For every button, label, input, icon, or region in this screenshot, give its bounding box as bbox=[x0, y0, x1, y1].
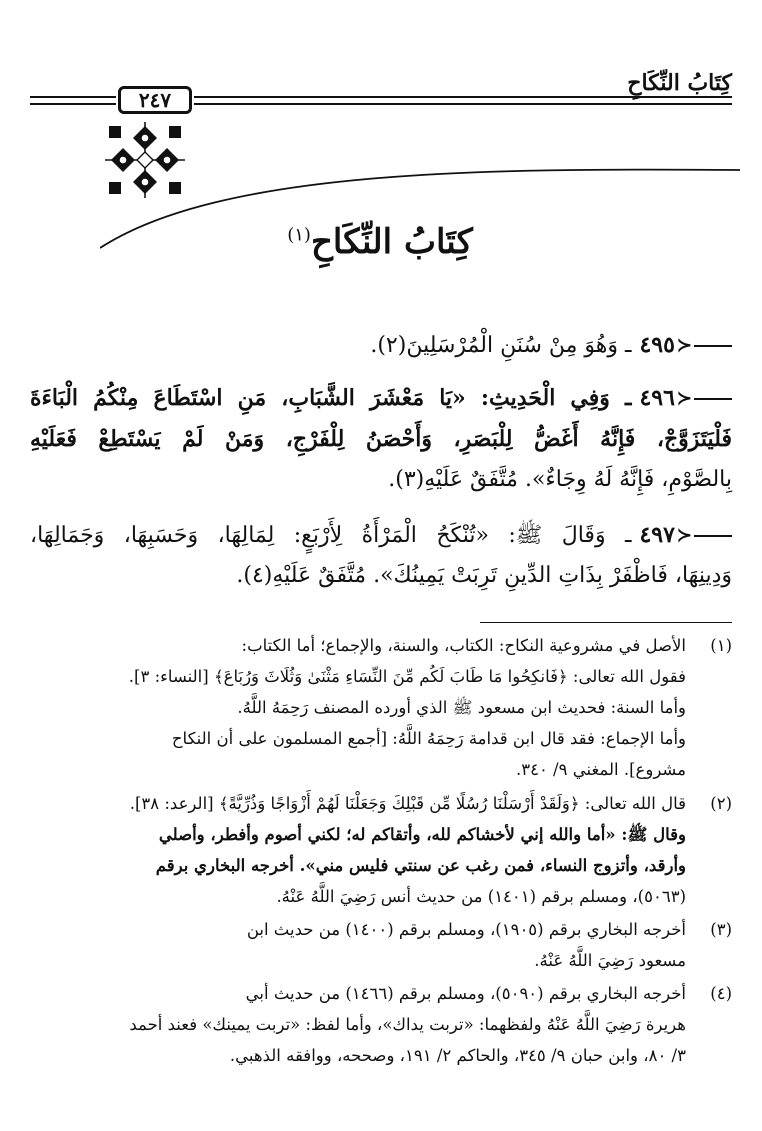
footnote-line: مسعود رَضِيَ اللَّهُ عَنْهُ. bbox=[534, 951, 686, 970]
page-number-box bbox=[118, 86, 192, 114]
hadith-line: وَدِينِهَا، فَاظْفَرْ بِذَاتِ الدِّينِ تَرِبَتْ يَمِينُكَ». مُتَّفَقٌ عَلَيْهِ(٤). bbox=[236, 563, 732, 588]
header-rule-left-top bbox=[30, 96, 116, 98]
footnote-3 bbox=[30, 914, 732, 976]
page-number: ٢٤٧ bbox=[138, 88, 172, 112]
footnote-line: أخرجه البخاري برقم (٥٠٩٠)، ومسلم برقم (١٤٦٦) من حديث أبي bbox=[245, 984, 686, 1003]
footnote-line: وأما الإجماع: فقد قال ابن قدامة رَحِمَهُ اللَّهُ: [أجمع المسلمون على أن النكاح bbox=[171, 729, 686, 748]
footnote-number: (٢) bbox=[710, 794, 732, 813]
chapter-title-text: كِتَابُ النِّكَاحِ bbox=[310, 222, 473, 262]
footnote-line: قال الله تعالى: ﴿وَلَقَدْ أَرْسَلْنَا رُسُلًا مِّن قَبْلِكَ وَجَعَلْنَا لَهُمْ أَزْوَاجًا وَذُرِّيَّةً﴾ [الرعد: ٣٨]. bbox=[129, 794, 686, 813]
header-rule-right-bottom bbox=[194, 103, 732, 105]
running-header-title: كِتَابُ النِّكَاحِ bbox=[627, 70, 732, 96]
footnote-number: (١) bbox=[710, 636, 732, 655]
chapter-title bbox=[180, 222, 580, 262]
hadith-line: ـ وَقَالَ ﷺ: «تُنْكَحُ الْمَرْأَةُ لِأَرْبَعٍ: لِمَالِهَا، وَحَسَبِهَا، وَجَمَالِهَا، bbox=[30, 523, 632, 548]
footnote-line: (٥٠٦٣)، ومسلم برقم (١٤٠١) من حديث أنس رَضِيَ اللَّهُ عَنْهُ. bbox=[276, 887, 686, 906]
chapter-title-footnote-ref: (١) bbox=[287, 224, 311, 246]
hadith-line: ـ وَفِي الْحَدِيثِ: «يَا مَعْشَرَ الشَّبَابِ، مَنِ اسْتَطَاعَ مِنْكُمُ الْبَاءَةَ bbox=[30, 385, 632, 411]
header-rule-right-top bbox=[194, 96, 732, 98]
hadith-line: فَلْيَتَزَوَّجْ، فَإِنَّهُ أَغَضُّ لِلْبَصَرِ، وَأَحْصَنُ لِلْفَرْجِ، وَمَنْ لَمْ يَسْتَطِعْ فَعَلَيْهِ bbox=[30, 426, 732, 452]
footnote-line: ٣/ ٨٠، وابن حبان ٩/ ٣٤٥، والحاكم ٢/ ١٩١، وصححه، ووافقه الذهبي. bbox=[229, 1046, 686, 1065]
hadith-marker: ٤٩٧ ≻ bbox=[639, 515, 732, 556]
footnote-line: فقول الله تعالى: ﴿فَانكِحُوا مَا طَابَ لَكُم مِّنَ النِّسَاءِ مَثْنَىٰ وَثُلَاثَ وَرُبَاعَ﴾ [النساء: ٣]. bbox=[128, 667, 686, 686]
footnote-number: (٣) bbox=[710, 920, 732, 939]
footnote-line: وقال ﷺ: «أما والله إني لأخشاكم لله، وأتقاكم له؛ لكني أصوم وأفطر، وأصلي bbox=[158, 825, 686, 844]
hadith-line: بِالصَّوْمِ، فَإِنَّهُ لَهُ وِجَاءٌ». مُتَّفَقٌ عَلَيْهِ(٣). bbox=[388, 467, 732, 492]
footnote-line: وأما السنة: فحديث ابن مسعود ﷺ الذي أورده المصنف رَحِمَهُ اللَّهُ. bbox=[237, 698, 686, 717]
hadith-497 bbox=[30, 515, 732, 596]
footnote-line: أخرجه البخاري برقم (١٩٠٥)، ومسلم برقم (١٤٠٠) من حديث ابن bbox=[246, 920, 686, 939]
footnote-line: وأرقد، وأتزوج النساء، فمن رغب عن سنتي فليس مني». أخرجه البخاري برقم bbox=[155, 856, 686, 875]
footnote-separator bbox=[480, 622, 732, 623]
hadith-line: ـ وَهُوَ مِنْ سُنَنِ الْمُرْسَلِينَ(٢). bbox=[370, 333, 632, 358]
footnote-2 bbox=[30, 788, 732, 912]
footnote-line: الأصل في مشروعية النكاح: الكتاب، والسنة، والإجماع؛ أما الكتاب: bbox=[241, 636, 686, 655]
footnote-4 bbox=[30, 978, 732, 1071]
footnote-line: مشروع]. المغني ٩/ ٣٤٠. bbox=[515, 760, 686, 779]
hadith-marker: ٤٩٥ ≻ bbox=[639, 325, 732, 366]
hadith-marker: ٤٩٦ ≻ bbox=[639, 378, 732, 419]
footnote-1 bbox=[30, 630, 732, 785]
hadith-495 bbox=[30, 325, 732, 366]
footnote-number: (٤) bbox=[710, 984, 732, 1003]
hadith-496 bbox=[30, 378, 732, 500]
footnote-line: هريرة رَضِيَ اللَّهُ عَنْهُ ولفظهما: «تربت يداك»، وأما لفظ: «تربت يمينك» فعند أحمد bbox=[129, 1015, 686, 1034]
header-rule-left-bottom bbox=[30, 103, 116, 105]
